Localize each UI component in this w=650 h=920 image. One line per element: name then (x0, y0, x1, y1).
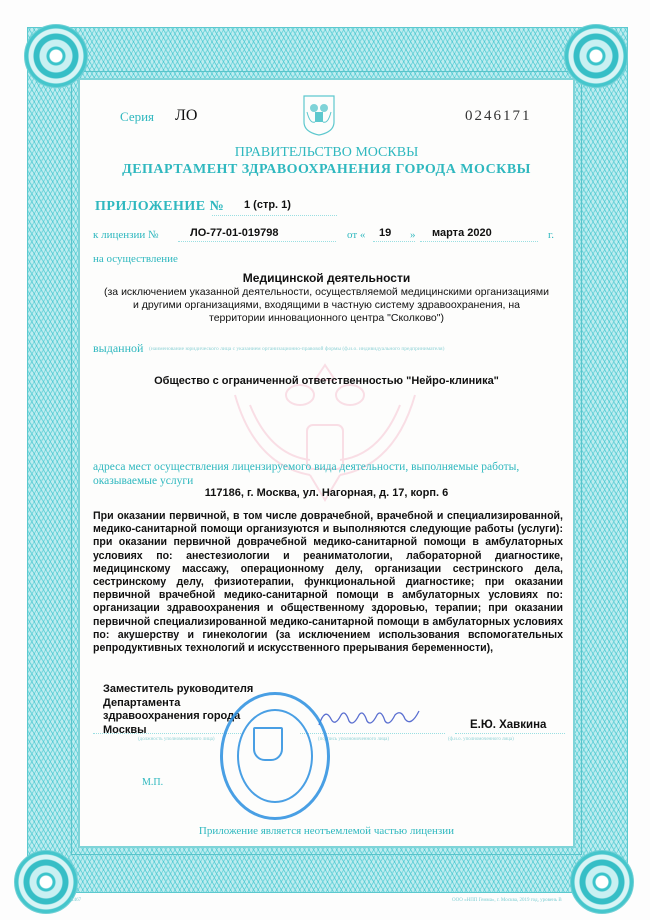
corner-rosette-icon (570, 850, 634, 914)
series-value: ЛО (175, 107, 198, 124)
day-underline (373, 241, 415, 242)
address-value: 117186, г. Москва, ул. Нагорная, д. 17, корп. 6 (204, 487, 449, 499)
name-underline (455, 733, 565, 734)
activity-title: Медицинской деятельности (242, 271, 411, 285)
department-title: ДЕПАРТАМЕНТ ЗДРАВООХРАНЕНИЯ ГОРОДА МОСКВЫ (122, 162, 531, 177)
month-underline (420, 241, 538, 242)
license-number: ЛО-77-01-019798 (190, 227, 279, 239)
form-code: А467 (70, 898, 82, 903)
address-label (93, 460, 573, 488)
license-from-label: от « (347, 229, 366, 241)
activity-line: и другими организациями, входящими в частную систему здравоохранения, на (132, 299, 521, 311)
license-close-quote: » (410, 229, 416, 241)
seal-place-label: М.П. (142, 777, 164, 788)
series-label: Серия (120, 109, 155, 124)
activity-description (84, 286, 569, 325)
serial-number: 0246171 (465, 108, 532, 124)
address-label-line: оказываемые услуги (93, 475, 194, 487)
license-label: к лицензии № (93, 229, 159, 241)
activity-line: территории инновационного центра "Сколково") (209, 312, 444, 324)
government-title: ПРАВИТЕЛЬСТВО МОСКВЫ (234, 145, 419, 160)
handwritten-signature-icon (315, 705, 425, 731)
activity-line: (за исключением указанной деятельности, осуществляемой медицинскими организациями (104, 286, 549, 298)
printer-info: ООО «НПП Гемма», г. Москва, 2019 год, уровень В (452, 898, 562, 903)
footer-note: Приложение является неотъемлемой частью лицензии (198, 825, 455, 837)
appendix-value: 1 (стр. 1) (244, 199, 291, 211)
position-line: Департамента (103, 696, 181, 709)
year-suffix: г. (548, 229, 555, 241)
caption-signature: (подпись уполномоченного лица) (318, 737, 390, 742)
issued-hint: (наименование юридического лица с указанием организационно-правовой формы (ф.и.о. индивидуального предпринимателя) (149, 346, 445, 352)
activity-label: на осуществление (93, 253, 178, 265)
position-underline (93, 733, 243, 734)
corner-rosette-icon (564, 24, 628, 88)
corner-rosette-icon (14, 850, 78, 914)
moscow-coat-of-arms-icon (253, 727, 283, 761)
caption-position: (должность уполномоченного лица) (138, 737, 215, 742)
license-day: 19 (379, 227, 392, 239)
services-text: При оказании первичной, в том числе доврачебной, врачебной и специализированной, медико-санитарной помощи организуются и выполняются следующие работы (услуги): при оказании первичной доврачебной медико-санитарной помощи в амбулаторных условиях по: анестезиологии и реаниматологии, лабораторной диагностике, медицинскому массажу, операционному делу, организации сестринского дела, сестринскому делу, физиотерапии, функциональной диагностике; при оказании первичной врачебной медико-санитарной помощи в амбулаторных условиях по: организации здравоохранения и общественному здоровью, терапии; при оказании первичной специализированной медико-санитарной помощи в амбулаторных условиях по: акушерству и гинекологии (за исключением использования вспомогательных репродуктивных технологий и искусственного прерывания беременности), (93, 510, 563, 655)
license-month-year: марта 2020 (432, 227, 492, 239)
issued-label: выданной (93, 341, 144, 355)
signatory-name: Е.Ю. Хавкина (470, 719, 547, 731)
address-label-line: адреса мест осуществления лицензируемого вида деятельности, выполняемые работы, (93, 461, 520, 473)
appendix-label: ПРИЛОЖЕНИЕ № (95, 199, 225, 214)
appendix-underline (212, 215, 337, 216)
position-line: Заместитель руководителя (103, 683, 254, 695)
position-line: здравоохранения города (103, 710, 241, 722)
organization-name: Общество с ограниченной ответственностью "Нейро-клиника" (154, 375, 499, 387)
caption-name: (ф.и.о. уполномоченного лица) (448, 737, 514, 742)
position-line: Москвы (103, 723, 147, 736)
official-seal-stamp (220, 692, 330, 820)
corner-rosette-icon (24, 24, 88, 88)
coat-of-arms-icon (302, 94, 336, 136)
license-underline (178, 241, 336, 242)
